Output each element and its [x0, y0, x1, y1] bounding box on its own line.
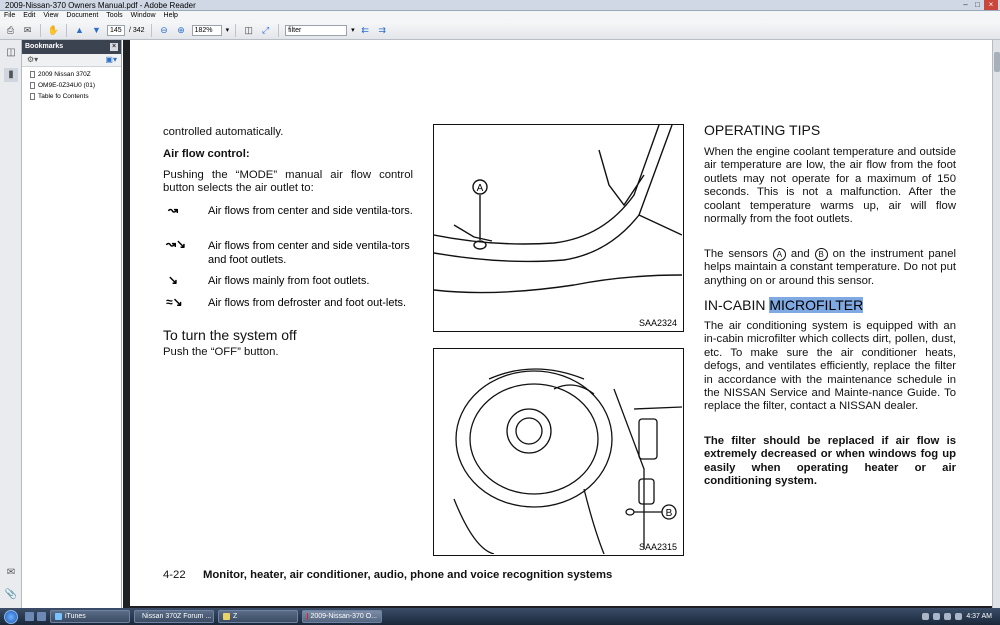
figure-caption: SAA2315	[638, 542, 677, 552]
task-itunes[interactable]: iTunes	[50, 610, 130, 623]
bookmark-label: OM9E-0Z34U0 (01)	[38, 82, 96, 89]
title-bar	[0, 0, 1000, 11]
find-chevron-down-icon[interactable]: ▾	[351, 27, 355, 34]
chevron-down-icon[interactable]: ▾	[225, 27, 230, 34]
operating-tips-text: When the engine coolant temperature and outside air temperature are low, the air flow from the foot outlets may not operate for a maximum of 150 seconds. This is not a malfunction. After the coolant temperature warms up, air will flow normally from the foot outlets.	[704, 146, 956, 226]
bookmark-item[interactable]	[22, 69, 121, 80]
center-side-foot-vent-icon: ↝↘	[166, 237, 187, 251]
bookmarks-title: Bookmarks	[25, 43, 64, 50]
bookmark-label: 2009 Nissan 370Z	[38, 71, 91, 78]
figure-label-b: B	[665, 508, 673, 519]
scrollbar-thumb[interactable]	[994, 52, 1000, 72]
previous-page-icon[interactable]: ▲	[75, 25, 84, 35]
close-icon[interactable]: ×	[984, 0, 998, 10]
sensor-a-illustration	[434, 125, 682, 330]
minimize-icon[interactable]: –	[963, 0, 968, 9]
menu-edit[interactable]: Edit	[23, 12, 36, 19]
quicklaunch-icon[interactable]	[37, 612, 46, 621]
itunes-icon	[55, 613, 62, 620]
airflow-text: Pushing the “MODE” manual air flow control button selects the air outlet to:	[163, 169, 413, 195]
foot-vent-icon: ↘	[168, 273, 179, 287]
page-total: / 342	[129, 26, 145, 34]
page-icon	[30, 71, 35, 78]
zoom-in-icon[interactable]: ⊕	[177, 24, 185, 35]
attachments-icon[interactable]: ✉	[6, 567, 16, 578]
pdf-page	[130, 40, 992, 606]
intro-text: controlled automatically.	[163, 126, 284, 138]
volume-icon[interactable]	[955, 613, 962, 620]
document-area	[123, 40, 992, 608]
task-firefox[interactable]: Nissan 370Z Forum ...	[134, 610, 214, 623]
defrost-foot-vent-icon: ≈↘	[166, 295, 183, 309]
menu-help[interactable]: Help	[163, 12, 178, 19]
print-icon[interactable]: ⎙	[6, 24, 15, 35]
windows-logo-icon	[4, 610, 18, 624]
toolbar-separator	[66, 24, 67, 37]
sensor-b-marker: B	[815, 248, 828, 261]
figure-label-a: A	[476, 183, 484, 194]
find-previous-icon[interactable]: ⇇	[361, 24, 369, 35]
figure-sensor-b	[433, 348, 684, 556]
paperclip-icon[interactable]: 📎	[4, 589, 18, 600]
tray-icon[interactable]	[922, 613, 929, 620]
sensors-text: The sensors A and B on the instrument panel helps maintain a constant temperature. Do not put anything on or around this sensor.	[704, 248, 957, 287]
bookmarks-header	[22, 40, 121, 54]
microfilter-warning: The filter should be replaced if air flow is extremely decreased or when windows fog up easily when operating heater or air conditioning system.	[704, 435, 956, 488]
find-input[interactable]: filter	[285, 25, 347, 36]
toolbar-separator	[151, 24, 152, 37]
off-heading: To turn the system off	[163, 327, 297, 343]
mode-4-text: Air flows from defroster and foot out-lets.	[208, 297, 407, 309]
network-icon[interactable]	[944, 613, 951, 620]
off-text: Push the “OFF” button.	[163, 346, 279, 358]
figure-sensor-a	[433, 124, 684, 332]
airflow-heading: Air flow control:	[163, 148, 250, 160]
start-button[interactable]	[0, 608, 22, 625]
next-page-icon[interactable]: ▼	[92, 25, 101, 35]
taskbar	[0, 608, 1000, 625]
find-next-icon[interactable]: ⇉	[378, 24, 386, 35]
task-adobe-reader[interactable]: 2009-Nissan-370 O...	[302, 610, 382, 623]
bookmarks-toolbar	[22, 54, 121, 67]
close-panel-icon[interactable]: ×	[111, 43, 117, 50]
figure-caption: SAA2324	[638, 318, 677, 328]
zoom-select[interactable]: 182%	[192, 25, 222, 36]
mode-3-text: Air flows mainly from foot outlets.	[208, 275, 370, 287]
menu-document[interactable]: Document	[66, 12, 99, 19]
options-icon[interactable]: ⚙▾	[27, 55, 39, 64]
window-title: 2009-Nissan-370 Owners Manual.pdf - Adobe Reader	[5, 1, 196, 10]
center-side-vent-icon: ↝	[168, 203, 179, 217]
mode-2-text: Air flows from center and side ventila-tors and foot outlets.	[208, 240, 410, 266]
quicklaunch-icon[interactable]	[25, 612, 34, 621]
page-number-input[interactable]: 145	[107, 25, 125, 36]
zoom-out-icon[interactable]: ⊖	[160, 24, 168, 35]
task-z[interactable]: Z	[218, 610, 298, 623]
bookmark-item[interactable]	[22, 80, 121, 91]
toolbar-separator	[40, 24, 41, 37]
hand-tool-icon[interactable]: ✋	[47, 24, 60, 35]
menu-file[interactable]: File	[4, 12, 16, 19]
expand-bookmark-icon[interactable]: ▣▾	[105, 55, 117, 64]
bookmark-item[interactable]	[22, 91, 121, 102]
pages-icon[interactable]: ◫	[6, 47, 16, 58]
section-title: Monitor, heater, air conditioner, audio, phone and voice recognition systems	[203, 569, 613, 581]
clock[interactable]: 4:37 AM	[966, 613, 992, 620]
bookmarks-panel	[22, 40, 122, 608]
menu-bar	[0, 11, 1000, 21]
page-number: 4-22	[163, 569, 186, 581]
microfilter-heading: IN-CABIN MICROFILTER	[704, 297, 864, 313]
search-highlight: MICROFILTER	[769, 297, 864, 313]
operating-tips-heading: OPERATING TIPS	[704, 122, 821, 138]
bookmarks-icon[interactable]: ▮	[4, 68, 18, 82]
toolbar-separator	[235, 24, 236, 37]
menu-tools[interactable]: Tools	[106, 12, 123, 19]
tray-icon[interactable]	[933, 613, 940, 620]
menu-window[interactable]: Window	[130, 12, 156, 19]
page-icon	[30, 93, 35, 100]
mode-1-text: Air flows from center and side ventila-tors.	[208, 205, 413, 217]
navigation-pane-strip	[0, 40, 22, 608]
bookmark-label: Table fo Contents	[38, 93, 89, 100]
vertical-scrollbar[interactable]	[992, 40, 1000, 608]
fit-width-icon[interactable]: ⤢	[261, 24, 270, 35]
page-icon	[30, 82, 35, 89]
menu-view[interactable]: View	[43, 12, 59, 19]
window-controls	[960, 0, 998, 11]
toolbar-separator	[278, 24, 279, 37]
toolbar	[0, 21, 1000, 40]
maximize-icon[interactable]: □	[975, 0, 980, 9]
dashboard-illustration	[434, 349, 682, 554]
sensor-a-marker: A	[773, 248, 786, 261]
email-icon[interactable]: ✉	[23, 24, 32, 35]
fit-page-icon[interactable]: ◫	[244, 24, 253, 35]
microfilter-text: The air conditioning system is equipped with an in-cabin microfilter which collects dirt, pollen, dust, etc. To make sure the air conditioner heats, defogs, and ventilates efficiently, replace the filter in accordance with the maintenance schedule in the NISSAN Service and Mainte-nance Guide. To replace the filter, contact a NISSAN dealer.	[704, 320, 956, 413]
folder-icon	[223, 613, 230, 620]
system-tray	[922, 608, 1000, 625]
